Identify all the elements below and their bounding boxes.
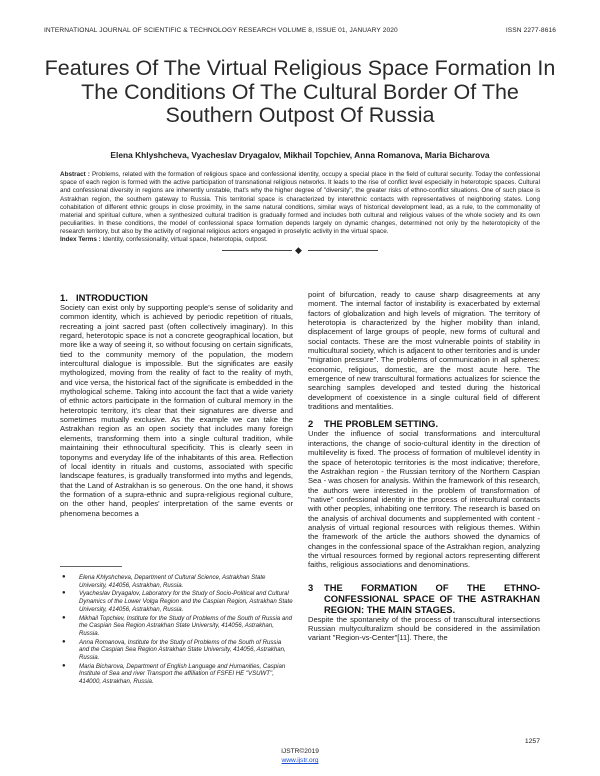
footnote-item: ● Maria Bicharova, Department of English Language and Humanities, Caspian Institute of Sea and river Transport the affiliation of FSFEI HE "VSUWT", 414000, Astrakhan, Russia. — [62, 662, 286, 686]
paragraph: Despite the spontaneity of the process of transcultural intersections Russian multyculturalizm should be considered in the assimilation variant "Region-vs-Center"[11]. There, the — [308, 614, 540, 643]
footnote-item: ● Vyacheslav Dryagalov, Laboratory for the Study of Socio-Political and Cultural Dynamics of the Lower Volga Region and the Caspian Region, Astrakhan State University, 414056, Astrakhan, Russia. — [62, 590, 293, 613]
section-number: 3 — [308, 581, 314, 593]
right-column — [308, 290, 540, 643]
abstract-text: Problems, related with the formation of religious space and confessional identity, occupy a special place in the field of cultural security. Today the confessional space of each region is formed with the active participation of transnational religious networks. It leads to the rise of conflict level especially in heterotopic spaces. Cultural and confessional diversity in regions are inherently unstable, that's why the higher degree of "diversity", the greater risks of ethno-conflict situations. One of such place is Astrakhan region, the southern gateway to Russia. This territorial space is characterized by interethnic contacts with representatives of neighboring states. Long cohabitation of different ethnic groups in close proximity, in the same natural conditions, similar ways of historical development lead, as a rule, to the commonality of material and spiritual culture, when a synthesized cultural tradition is gradually formed and includes both cultural and religious values of the whole society and its own peculiarities. In these conditions, the model of confessional space formation depends largely on dynamic changes, determined not only by the heterotopicity of the research territory, but also by the activity of regional religious actors engaged in proselytic activity in the virtual space. — [60, 171, 541, 236]
footer-link[interactable]: www.ijstr.org — [281, 757, 319, 764]
divider-line-right — [308, 250, 378, 251]
section-divider — [222, 245, 378, 255]
diamond-icon: ◆ — [295, 245, 302, 255]
index-terms — [60, 236, 540, 243]
issn-header: ISSN 2277-8616 — [505, 27, 556, 34]
journal-header: INTERNATIONAL JOURNAL OF SCIENTIFIC & TECHNOLOGY RESEARCH VOLUME 8, ISSUE 01, JANUARY 2020 — [44, 27, 398, 34]
footer-copyright: IJSTR©2019 — [281, 748, 319, 755]
index-terms-text: Identity, confessionality, virtual space, heterotopia, outpost. — [102, 236, 268, 243]
abstract — [60, 171, 540, 237]
section-heading-formation — [308, 582, 540, 615]
bullet-icon: ● — [62, 614, 66, 621]
section-number: 2 — [308, 418, 314, 430]
paragraph: Society can exist only by supporting people's sense of solidarity and common identity, which is achieved by periodic repetition of rituals, recreating a joint sacred past (often collectively imaginary). In this regard, heterotopic space is not a concrete geographical location, but more like a way of seeing it, so without focusing on certain significats, tied to the community memory of the population, the modern intercultural dialogue is impossible. But the significates are easily mythologized, moving from the reality of fact to the reality of myth, and vice versa, the historical fact of the significate is embedded in the mythological scheme. Taking into account the fact that a wide variety of ethnic actors participate in the formation of cultural memory in the heterotopic territory, it's clear that their signatures are diverse and sometimes mutually exclusive. As the example we can take the Astrakhan region as an open society that includes many foreign elements, transforming them into a single cultural tradition, while maintaining their ethnocultural specificity. This is clearly seen in toponyms and everyday life of the inhabitants of this area. Reflection of local identity in rituals and customs, associated with specific landscape features, is gradually transformed into myths and legends, that the Land of Astrakhan is so generous. On the one hand, it shows the formation of a supra-ethnic and supra-religious regional culture, on the other hand, peoples' interpretation of the same events or phenomena becomes a — [60, 303, 293, 518]
divider-line-left — [222, 250, 292, 251]
footnote-separator — [60, 566, 122, 567]
section-title: INTRODUCTION — [76, 292, 148, 303]
index-terms-label: Index Terms : — [60, 236, 101, 243]
bullet-icon: ● — [62, 590, 66, 597]
footnote-item: ● Elena Khlyshcheva, Department of Cultural Science, Astrakhan State University, 414056, Astrakhan, Russia. — [62, 574, 266, 589]
left-column — [60, 290, 293, 518]
paper-title: Features Of The Virtual Religious Space Formation In The Conditions Of The Cultural Border Of The Southern Outpost Of Russia — [44, 56, 556, 127]
section-title: THE FORMATION OF THE ETHNO-CONFESSIONAL SPACE OF THE ASTRAKHAN REGION: THE MAIN STAGES. — [324, 581, 540, 615]
author-footnotes — [60, 574, 293, 687]
footnote-item: ● Mikhail Topchiev, Institute for the Study of Problems of the South of Russia and the Caspian Sea Region Astrakhan State University, 414056, Astrakhan, Russia. — [62, 614, 293, 637]
paragraph: point of bifurcation, ready to cause sharp disagreements at any moment. The internal factor of instability is exacerbated by external factors of globalization and high levels of migration. The territory of heterotopia is characterized by the higher mobility than inland, displacement of large groups of people, new forms of cultural and social contacts. These are the most vulnerable points of stability in multicultural society, which is adjacent to other territories and is under "migration pressure". The problems of communication in all spheres: economic, religious, domestic, are the most acute here. The emergence of new transcultural formations actualizes for science the searching samples developed and tested during the historical development of coexistence in a single cultural field of different traditions and mentalities. — [308, 290, 540, 412]
abstract-label: Abstract : — [60, 171, 90, 178]
section-heading-introduction — [60, 292, 293, 303]
section-title: THE PROBLEM SETTING. — [324, 418, 439, 430]
bullet-icon: ● — [62, 574, 66, 580]
bullet-icon: ● — [62, 638, 66, 645]
page-number: 1257 — [524, 738, 540, 745]
section-number: 1. — [60, 292, 68, 303]
author-list: Elena Khlyshcheva, Vyacheslav Dryagalov, Mikhail Topchiev, Anna Romanova, Maria Bicharova — [110, 150, 490, 160]
paragraph: Under the influence of social transformations and intercultural interactions, the change of socio-cultural identity in the direction of multilevelity is fixed. The process of formation of multilevel identity in the space of heterotopic territories is the most indicative; therefore, the Astrakhan region - the Russian territory of the Northern Caspian Sea - was chosen for analysis. Within the framework of this research, the authors were interested in the problem of transformation of "native" confessional identity in the process of intercultural contacts with other peoples, inhabiting one territory. The research is based on the analysis of archival documents and supplemented with content - analysis of virtual regional resources with religious themes. Within the framework of the article the authors showed the dynamics of changes in the confessional space of the Astrakhan region, analyzing the virtual resources formed by regional actors representing different faiths, religious associations and denominations. — [308, 429, 540, 570]
section-heading-problem-setting — [308, 418, 540, 429]
bullet-icon: ● — [62, 662, 66, 669]
footnote-item: ● Anna Romanova, Institute for the Study of Problems of the South of Russia and the Caspian Sea Region Astrakhan State University, 414056, Astrakhan, Russia. — [62, 638, 286, 662]
